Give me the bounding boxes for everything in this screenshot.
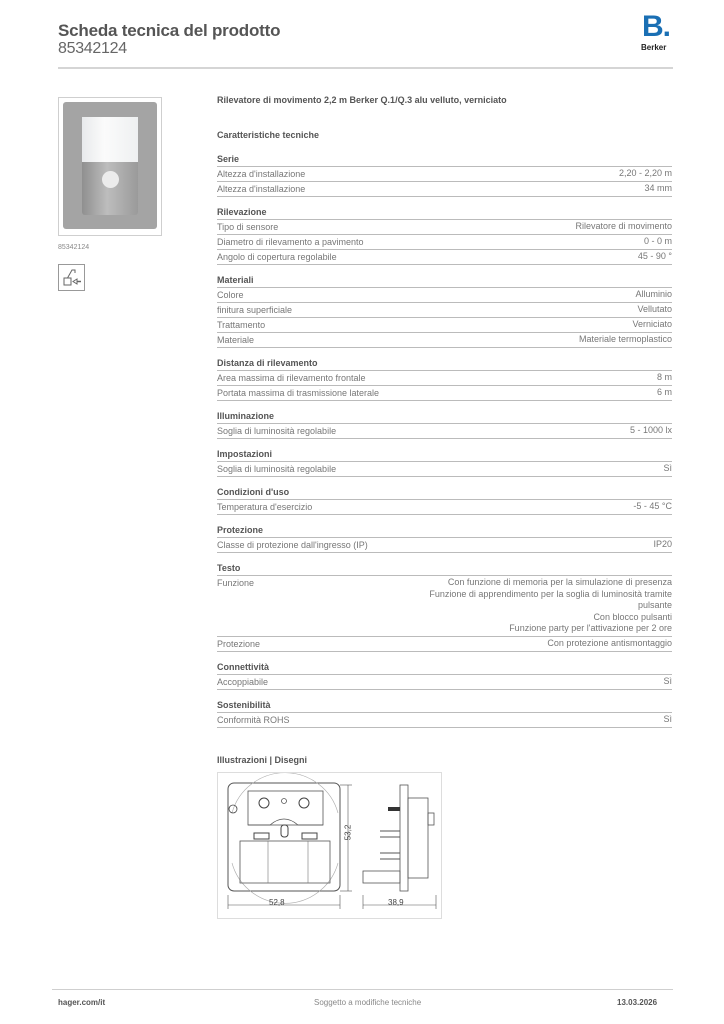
- spec-label: Temperatura d'esercizio: [217, 502, 313, 512]
- spec-row: [217, 333, 672, 348]
- sensor-body: [82, 162, 138, 215]
- spec-value-line: pulsante: [637, 600, 672, 610]
- spec-group-title: Serie: [217, 153, 672, 167]
- spec-value-line: Rilevatore di movimento: [575, 221, 672, 231]
- spec-value-line: -5 - 45 °C: [633, 501, 672, 511]
- spec-value: [657, 387, 672, 399]
- spec-group: [217, 206, 672, 265]
- spec-row: [217, 303, 672, 318]
- spec-value-line: Alluminio: [635, 289, 672, 299]
- spec-row: [217, 713, 672, 728]
- spec-value-line: Materiale termoplastico: [578, 334, 672, 344]
- spec-label: Tipo di sensore: [217, 222, 279, 232]
- product-image: [58, 97, 162, 236]
- spec-value: [635, 289, 672, 301]
- spec-value: [429, 577, 672, 635]
- spec-value: [632, 319, 672, 331]
- spec-value-line: Vellutato: [637, 304, 672, 314]
- spec-row: [217, 182, 672, 197]
- spec-row: [217, 637, 672, 652]
- spec-label: Angolo di copertura regolabile: [217, 252, 337, 262]
- spec-heading: Caratteristiche tecniche: [217, 130, 320, 140]
- spec-value: [579, 334, 672, 346]
- spec-value: [663, 676, 672, 688]
- spec-row: [217, 288, 672, 303]
- spec-value: [663, 714, 672, 726]
- spec-value: [547, 638, 672, 650]
- spec-value: [630, 425, 672, 437]
- spec-group-title: Impostazioni: [217, 448, 672, 462]
- spec-row: [217, 576, 672, 637]
- spec-group: [217, 274, 672, 348]
- spec-value-line: Con protezione antismontaggio: [547, 637, 672, 648]
- spec-value-line: 6 m: [656, 387, 672, 397]
- spec-label: Soglia di luminosità regolabile: [217, 426, 337, 436]
- spec-label: Diametro di rilevamento a pavimento: [217, 237, 364, 247]
- spec-group-title: Connettività: [217, 661, 672, 675]
- spec-row: [217, 250, 672, 265]
- spec-value-line: IP20: [653, 539, 672, 549]
- spec-group-title: Distanza di rilevamento: [217, 357, 672, 371]
- cover-plate: [63, 102, 157, 229]
- spec-value-line: 2,20 - 2,20 m: [618, 168, 672, 178]
- spec-value: [644, 183, 672, 195]
- spec-group-title: Protezione: [217, 524, 672, 538]
- spec-label: finitura superficiale: [217, 305, 293, 315]
- footer-note: Soggetto a modifiche tecniche: [314, 998, 422, 1007]
- spec-group: [217, 524, 672, 553]
- footer-website[interactable]: hager.com/it: [58, 998, 106, 1007]
- spec-label: Soglia di luminosità regolabile: [217, 464, 337, 474]
- technical-drawing: [217, 772, 442, 919]
- spec-group: [217, 153, 672, 197]
- dimension-depth: 38,9: [388, 898, 404, 907]
- spec-table: [217, 153, 672, 737]
- spec-group: [217, 699, 672, 728]
- spec-row: [217, 462, 672, 477]
- spec-value-line: 45 - 90 °: [637, 251, 672, 261]
- spec-label: Protezione: [217, 638, 261, 649]
- spec-label: Classe di protezione dall'ingresso (IP): [217, 540, 368, 550]
- spec-row: [217, 220, 672, 235]
- spec-value-line: 8 m: [656, 372, 672, 382]
- footer-date: 13.03.2026: [617, 998, 658, 1007]
- spec-group: [217, 448, 672, 477]
- spec-value-line: Verniciato: [632, 319, 672, 329]
- spec-value-line: Con blocco pulsanti: [593, 611, 672, 622]
- spec-label: Accoppiabile: [217, 676, 269, 687]
- sensor-lens: [82, 117, 138, 162]
- spec-value-line: Funzione party per l'attivazione per 2 ore: [509, 623, 672, 633]
- spec-group-title: Materiali: [217, 274, 672, 288]
- spec-row: [217, 675, 672, 690]
- page-title: Scheda tecnica del prodotto: [58, 21, 281, 40]
- footer-divider: [52, 989, 673, 990]
- spec-group-title: Testo: [217, 562, 672, 576]
- spec-row: [217, 371, 672, 386]
- spec-group: [217, 562, 672, 652]
- spec-row: [217, 538, 672, 553]
- product-code: 85342124: [58, 40, 127, 57]
- spec-label: Altezza d'installazione: [217, 169, 306, 179]
- dimension-width: 52,8: [269, 898, 285, 907]
- spec-label: Trattamento: [217, 320, 266, 330]
- spec-label: Conformità ROHS: [217, 714, 290, 725]
- dimension-height: 53,2: [343, 824, 353, 841]
- spec-value: [653, 539, 672, 551]
- spec-group-title: Illuminazione: [217, 410, 672, 424]
- spec-value: [637, 304, 672, 316]
- spec-value-line: Funzione di apprendimento per la soglia di luminosità tramite: [429, 588, 672, 599]
- spec-row: [217, 318, 672, 333]
- spec-label: Materiale: [217, 335, 255, 345]
- spec-group-title: Condizioni d'uso: [217, 486, 672, 500]
- spec-group: [217, 357, 672, 401]
- spec-value: [657, 372, 672, 384]
- spec-value-line: 5 - 1000 lx: [629, 425, 672, 435]
- spec-row: [217, 500, 672, 515]
- spec-value-line: 34 mm: [644, 183, 672, 193]
- spec-value-line: Con funzione di memoria per la simulazione di presenza: [447, 577, 672, 587]
- illustrations-title: Illustrazioni | Disegni: [217, 755, 308, 765]
- spec-value: [644, 236, 672, 248]
- spec-label: Portata massima di trasmissione laterale: [217, 388, 380, 398]
- spec-label: Colore: [217, 290, 244, 300]
- spec-group-title: Sostenibilità: [217, 699, 672, 713]
- spec-row: [217, 235, 672, 250]
- spec-label: Funzione: [217, 578, 255, 588]
- spec-label: Area massima di rilevamento frontale: [217, 373, 366, 383]
- logo-letter: B.: [642, 10, 670, 43]
- spec-value: [575, 221, 672, 233]
- light-sensor: [102, 171, 119, 188]
- header-divider: [58, 67, 673, 69]
- spec-row: [217, 167, 672, 182]
- spec-value: [638, 251, 672, 263]
- spec-row: [217, 424, 672, 439]
- spec-group: [217, 410, 672, 439]
- product-name: Rilevatore di movimento 2,2 m Berker Q.1/Q.3 alu velluto, verniciato: [217, 95, 507, 105]
- image-caption: 85342124: [58, 244, 90, 251]
- motion-detector-symbol-icon: [58, 264, 85, 291]
- spec-value: [663, 463, 672, 475]
- spec-value-line: Sì: [663, 463, 672, 473]
- berker-logo: [640, 10, 674, 56]
- spec-row: [217, 386, 672, 401]
- spec-value: [619, 168, 672, 180]
- spec-value: [633, 501, 672, 513]
- logo-text: Berker: [641, 43, 667, 52]
- spec-value-line: Sì: [663, 713, 672, 724]
- spec-group: [217, 486, 672, 515]
- spec-value-line: 0 - 0 m: [643, 236, 672, 246]
- spec-group: [217, 661, 672, 690]
- spec-group-title: Rilevazione: [217, 206, 672, 220]
- spec-value-line: Sì: [663, 675, 672, 686]
- spec-label: Altezza d'installazione: [217, 184, 306, 194]
